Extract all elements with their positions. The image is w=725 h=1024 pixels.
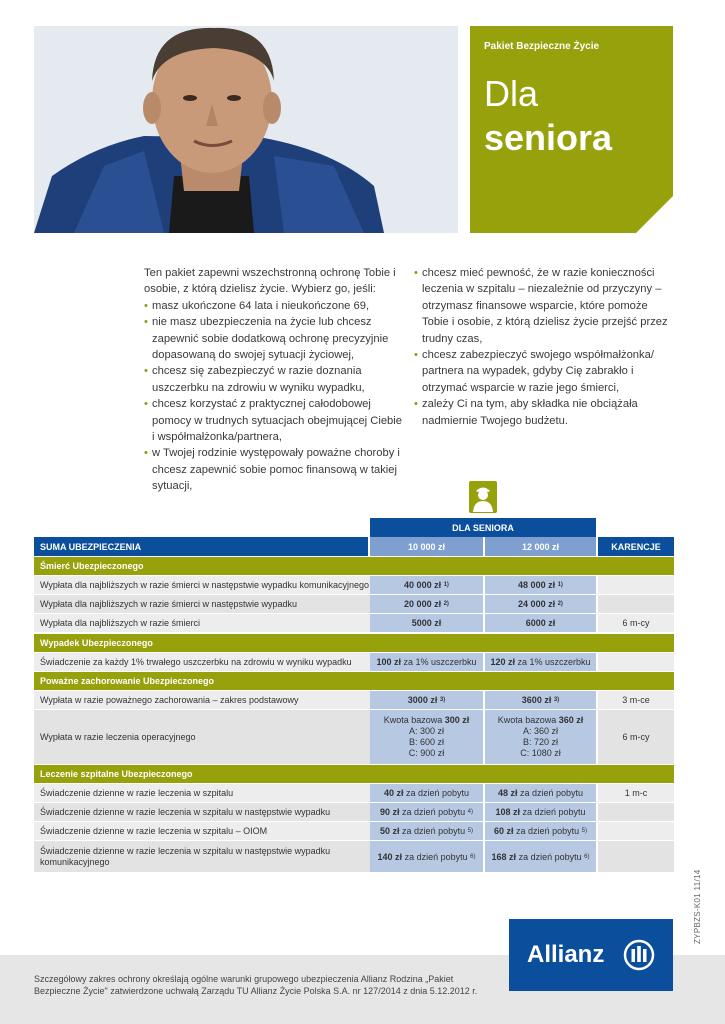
value-text: 48 000 zł bbox=[518, 580, 556, 590]
row-karencja: 6 m-cy bbox=[598, 614, 674, 632]
row-value-v1 bbox=[370, 841, 483, 872]
document-code: ZYPBZS-K01 11/14 bbox=[693, 869, 702, 944]
row-label: Wypłata dla najbliższych w razie śmierci bbox=[34, 614, 370, 632]
intro-bullet: • masz ukończone 64 lata i nieukończone 69, bbox=[144, 298, 406, 314]
row-value-v2 bbox=[485, 710, 596, 764]
value-text: 108 zł bbox=[495, 807, 520, 817]
row-value-v1 bbox=[370, 710, 483, 764]
value-suffix: za dzień pobytu bbox=[402, 851, 468, 862]
section-row bbox=[34, 634, 674, 652]
value-text: 120 zł bbox=[490, 657, 515, 667]
footnote-ref: 3) bbox=[439, 697, 446, 703]
row-value-v2: 6000 zł bbox=[485, 614, 596, 632]
row-value-v2 bbox=[485, 576, 596, 594]
table-row bbox=[34, 784, 674, 802]
row-karencja bbox=[598, 595, 674, 613]
value-suffix: za dzień pobytu bbox=[403, 788, 470, 798]
row-value-v1 bbox=[370, 653, 483, 671]
row-karencja bbox=[598, 576, 674, 594]
row-label: Wypłata w razie poważnego zachorowania – zakres podstawowy bbox=[34, 691, 370, 709]
row-value-v1 bbox=[370, 576, 483, 594]
senior-person-icon bbox=[469, 481, 497, 513]
row-karencja: 6 m-cy bbox=[598, 710, 674, 764]
value-suffix: za dzień pobytu bbox=[399, 826, 466, 836]
row-label: Świadczenie za każdy 1% trwałego uszczerbku na zdrowiu w wyniku wypadku bbox=[34, 653, 370, 671]
row-value-v1 bbox=[370, 784, 483, 802]
title-panel bbox=[470, 26, 673, 233]
value-suffix: za dzień pobytu bbox=[517, 788, 584, 798]
allianz-eagle-icon bbox=[623, 939, 655, 971]
value-suffix: za dzień pobytu bbox=[516, 851, 582, 862]
row-value-v1 bbox=[370, 822, 483, 840]
title-line2: seniora bbox=[484, 117, 613, 158]
footnote-ref: 1) bbox=[443, 582, 449, 588]
value-text: 48 zł bbox=[497, 788, 518, 798]
table-row bbox=[34, 710, 674, 764]
allianz-logo bbox=[509, 919, 673, 991]
column-header-v2: 12 000 zł bbox=[485, 537, 596, 556]
value-text: 24 000 zł bbox=[518, 599, 556, 609]
row-value-v1 bbox=[370, 803, 483, 821]
footnote-ref: 3) bbox=[553, 697, 560, 703]
base-value: 360 zł bbox=[558, 715, 584, 725]
intro-bullet: • zależy Ci na tym, aby składka nie obciążała nadmiernie Twojego budżetu. bbox=[414, 396, 676, 429]
row-value-v2 bbox=[485, 653, 596, 671]
row-karencja bbox=[598, 841, 674, 872]
group-header-cell: DLA SENIORA bbox=[370, 518, 596, 537]
footer-legal-text: Szczegółowy zakres ochrony określają ogólne warunki grupowego ubezpieczenia Allianz Rodzina „Pakiet Bezpieczne Życie" zatwierdzone uchwałą Zarządu TU Allianz Życie Polska S.A. nr 127/2014 z dnia 5.12.2012 r. bbox=[34, 974, 478, 996]
base-amount-line bbox=[384, 715, 470, 726]
section-row bbox=[34, 672, 674, 690]
intro-bullet: • chcesz się zabezpieczyć w razie doznania uszczerbku na zdrowiu w wyniku wypadku, bbox=[144, 363, 406, 396]
intro-bullet: • chcesz mieć pewność, że w razie konieczności leczenia w szpitalu – niezależnie od przyczyny – otrzymasz finansowe wsparcie, które pomoże Tobie i osobie, z którą dzielisz życie przejść przez trudny czas, bbox=[414, 265, 676, 347]
intro-bullet: • w Twojej rodzinie występowały poważne choroby i chcesz zapewnić sobie pomoc finansową w takiej sytuacji, bbox=[144, 445, 406, 494]
table-row bbox=[34, 822, 674, 840]
intro-column-1 bbox=[144, 265, 406, 495]
value-text: 168 zł bbox=[491, 851, 517, 862]
variant-b: B: 600 zł bbox=[408, 737, 445, 747]
table-row bbox=[34, 691, 674, 709]
footnote-ref: 4) bbox=[467, 809, 473, 815]
row-karencja bbox=[598, 803, 674, 821]
section-row bbox=[34, 557, 674, 575]
row-value-v2 bbox=[485, 595, 596, 613]
product-name: Pakiet Bezpieczne Życie bbox=[484, 41, 600, 52]
footnote-ref: 5) bbox=[581, 828, 587, 834]
footnote-ref: 6) bbox=[584, 853, 590, 860]
footnote-ref: 1) bbox=[557, 582, 563, 588]
row-value-v2 bbox=[485, 803, 596, 821]
row-label: Wypłata dla najbliższych w razie śmierci w następstwie wypadku komunikacyjnego bbox=[34, 576, 370, 594]
variant-b: B: 720 zł bbox=[522, 737, 559, 747]
section-title: Śmierć Ubezpieczonego bbox=[34, 557, 674, 575]
base-label: Kwota bazowa bbox=[383, 715, 443, 725]
column-header-karencje: KARENCJE bbox=[598, 537, 674, 556]
value-text: 90 zł bbox=[380, 807, 400, 817]
logo-text: Allianz bbox=[527, 941, 605, 968]
value-text: 60 zł bbox=[494, 826, 514, 836]
value-suffix: za 1% uszczerbku bbox=[514, 657, 591, 667]
section-title: Leczenie szpitalne Ubezpieczonego bbox=[34, 765, 674, 783]
table-row bbox=[34, 614, 674, 632]
base-amount-line bbox=[498, 715, 584, 726]
intro-column-2 bbox=[414, 265, 676, 429]
value-text: 3600 zł bbox=[521, 695, 552, 705]
row-value-v1 bbox=[370, 691, 483, 709]
title-line1: Dla bbox=[484, 73, 539, 114]
row-value-v2 bbox=[485, 822, 596, 840]
variant-c: C: 900 zł bbox=[408, 748, 445, 758]
section-row bbox=[34, 765, 674, 783]
row-value-v2 bbox=[485, 784, 596, 802]
row-label: Wypłata dla najbliższych w razie śmierci w następstwie wypadku bbox=[34, 595, 370, 613]
row-label: Wypłata w razie leczenia operacyjnego bbox=[34, 710, 370, 764]
footnote-ref: 2) bbox=[443, 601, 449, 607]
table-row bbox=[34, 653, 674, 671]
row-label: Świadczenie dzienne w razie leczenia w szpitalu bbox=[34, 784, 370, 802]
value-text: 100 zł bbox=[376, 657, 401, 667]
table-header-row bbox=[34, 537, 674, 556]
value-text: 50 zł bbox=[380, 826, 400, 836]
footnote-ref: 6) bbox=[470, 853, 476, 860]
intro-bullet: • nie masz ubezpieczenia na życie lub chcesz zapewnić sobie dodatkową ochronę precyzyjnie dopasowaną do swojej sytuacji życiowej, bbox=[144, 314, 406, 363]
footnote-ref: 5) bbox=[467, 828, 473, 834]
column-header-sum: SUMA UBEZPIECZENIA bbox=[34, 537, 368, 556]
value-text: 140 zł bbox=[377, 851, 403, 862]
section-title: Poważne zachorowanie Ubezpieczonego bbox=[34, 672, 674, 690]
row-value-v1 bbox=[370, 595, 483, 613]
variant-a: A: 360 zł bbox=[522, 726, 559, 736]
value-suffix: za dzień pobytu bbox=[399, 807, 466, 817]
row-label: Świadczenie dzienne w razie leczenia w szpitalu – OIOM bbox=[34, 822, 370, 840]
row-karencja bbox=[598, 822, 674, 840]
row-label: Świadczenie dzienne w razie leczenia w szpitalu w następstwie wypadku komunikacyjnego bbox=[34, 841, 370, 872]
base-value: 300 zł bbox=[444, 715, 470, 725]
table-row bbox=[34, 841, 674, 872]
row-label: Świadczenie dzienne w razie leczenia w szpitalu w następstwie wypadku bbox=[34, 803, 370, 821]
variant-a: A: 300 zł bbox=[408, 726, 445, 736]
footnote-ref: 2) bbox=[557, 601, 563, 607]
section-title: Wypadek Ubezpieczonego bbox=[34, 634, 674, 652]
row-karencja bbox=[598, 653, 674, 671]
row-value-v2 bbox=[485, 841, 596, 872]
intro-bullet: • chcesz zabezpieczyć swojego współmałżonka/ partnera na wypadek, gdyby Cię zabrakło i otrzymać wsparcie w razie jego śmierci, bbox=[414, 347, 676, 396]
column-header-v1: 10 000 zł bbox=[370, 537, 483, 556]
row-karencja: 1 m-c bbox=[598, 784, 674, 802]
table-group-header-row bbox=[34, 518, 674, 537]
variant-c: C: 1080 zł bbox=[520, 748, 561, 758]
intro-lead: Ten pakiet zapewni wszechstronną ochronę Tobie i osobie, z którą dzielisz życie. Wybierz go, jeśli: bbox=[144, 267, 396, 296]
table-row bbox=[34, 576, 674, 594]
value-suffix: za dzień pobytu bbox=[519, 807, 586, 817]
row-value-v1: 5000 zł bbox=[370, 614, 483, 632]
value-suffix: za dzień pobytu bbox=[513, 826, 580, 836]
value-text: 40 000 zł bbox=[404, 580, 442, 590]
intro-bullet: • chcesz korzystać z praktycznej całodobowej pomocy w trudnych sytuacjach obejmującej Ciebie i współmałżonka/partnera, bbox=[144, 396, 406, 445]
value-text: 40 zł bbox=[383, 788, 404, 798]
row-value-v2 bbox=[485, 691, 596, 709]
base-label: Kwota bazowa bbox=[497, 715, 557, 725]
value-suffix: za 1% uszczerbku bbox=[400, 657, 477, 667]
table-row bbox=[34, 595, 674, 613]
row-karencja: 3 m-ce bbox=[598, 691, 674, 709]
value-text: 3000 zł bbox=[407, 695, 438, 705]
table-row bbox=[34, 803, 674, 821]
value-text: 20 000 zł bbox=[404, 599, 442, 609]
senior-man-photo bbox=[34, 26, 458, 233]
